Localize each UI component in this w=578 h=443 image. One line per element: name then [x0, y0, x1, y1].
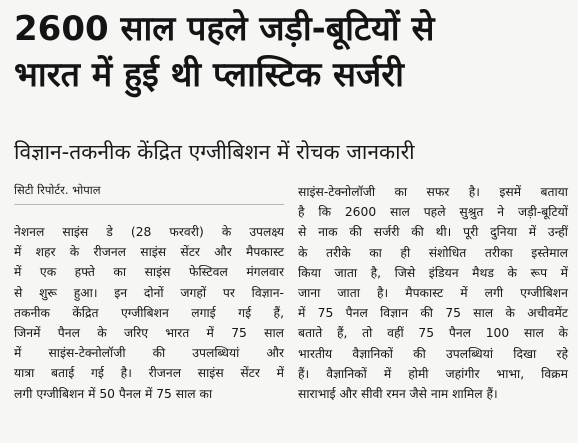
article-column-left: [14, 222, 284, 404]
article-line: किया जाता है, जिसे इंडियन मैथड के रूप में: [298, 265, 568, 280]
article-line: बताते हैं, तो वहीं 75 पैनल 100 साल के: [298, 326, 568, 341]
subheadline: विज्ञान-तकनीक केंद्रित एग्जीबिशन में रोचक जानकारी: [14, 140, 415, 164]
article-line: साइंस-टेक्नोलॉजी का सफर है। इसमें बताया: [298, 185, 568, 199]
article-line: लगी एग्जीबिशन में 50 पैनल में 75 साल का: [14, 386, 213, 401]
headline: [14, 6, 566, 98]
article-column-right: [298, 182, 568, 404]
article-line: में शहर के रीजनल साइंस सेंटर और मैपकास्ट: [14, 245, 284, 260]
article-line: है कि 2600 साल पहले सुश्रुत ने जड़ी-बूटियों: [298, 205, 568, 220]
article-line: नेशनल साइंस डे (28 फरवरी) के उपलक्ष्य: [14, 225, 284, 239]
article-line: जिनमें पैनल के जरिए भारत में 75 साल: [14, 326, 284, 341]
headline-line-2: भारत में हुई थी प्लास्टिक सर्जरी: [14, 55, 404, 95]
article-line: में साइंस-टेक्नोलॉजी की उपलब्धियां और: [14, 346, 284, 361]
article-line: तकनीक केंद्रित एग्जीबिशन लगाई गई हैं,: [14, 305, 284, 320]
article-line: साराभाई और सीवी रमन जैसे नाम शामिल हैं।: [298, 387, 498, 402]
article-line: से नाक की सर्जरी की थी। पूरी दुनिया में उन्हीं: [298, 225, 568, 240]
article-line: में 75 पैनल विज्ञान की 75 साल के अचीवमेंट: [298, 306, 568, 321]
byline: सिटी रिपोर्टर. भोपाल: [14, 183, 101, 197]
article-line: से शुरू हुआ। इन दोनों जगहों पर विज्ञान-: [14, 285, 284, 300]
article-line: हैं। वैज्ञानिकों में होमी जहांगीर भाभा, विक्रम: [298, 366, 568, 381]
article-line: के तरीके का ही संशोधित तरीका इस्तेमाल: [298, 245, 568, 260]
article-line: जाना जाता है। मैपकास्ट में लगी एग्जीबिशन: [298, 286, 568, 301]
article-line: यात्रा बताई गई है। रीजनल साइंस सेंटर में: [14, 366, 284, 381]
article-line: भारतीय वैज्ञानिकों की उपलब्धियां दिखा रहे: [298, 346, 568, 361]
byline-divider: [14, 204, 284, 205]
article-line: में एक हफ्ते का साइंस फेस्टिवल मंगलवार: [14, 265, 284, 280]
headline-line-1: 2600 साल पहले जड़ी-बूटियों से: [14, 9, 435, 49]
